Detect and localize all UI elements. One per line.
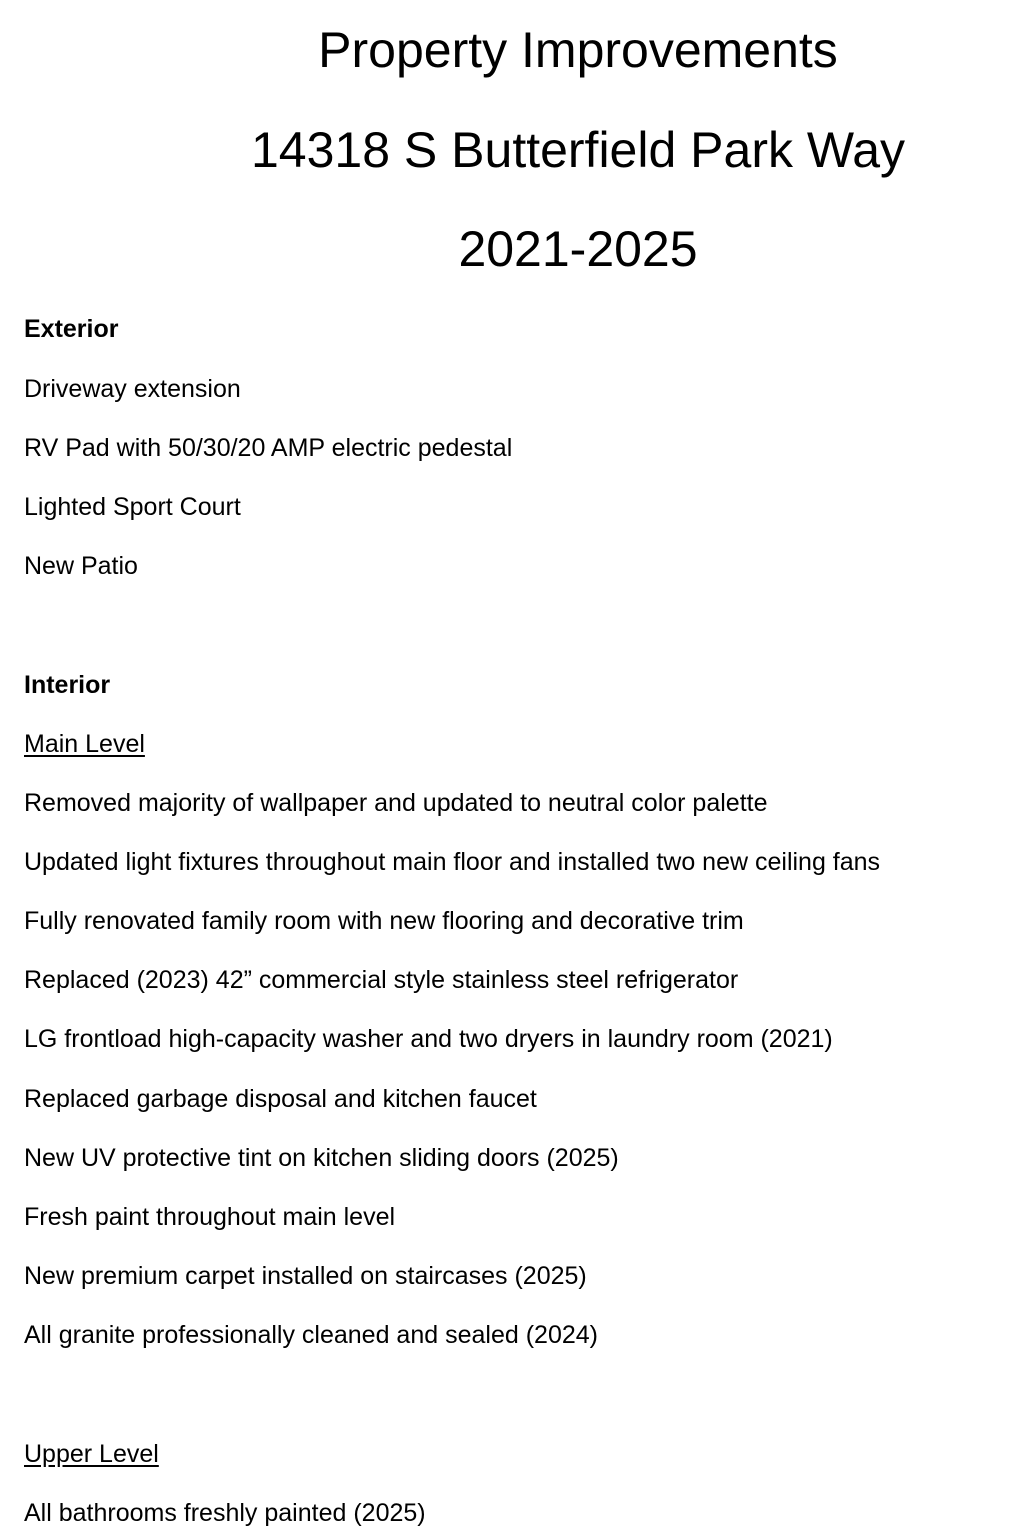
main-level-item: New UV protective tint on kitchen sliding doors (2025) xyxy=(24,1144,619,1172)
interior-heading: Interior xyxy=(24,671,111,699)
main-level-item: All granite professionally cleaned and sealed (2024) xyxy=(24,1321,598,1349)
exterior-item: Driveway extension xyxy=(24,375,241,403)
main-level-item: New premium carpet installed on staircases (2025) xyxy=(24,1262,587,1290)
exterior-item: New Patio xyxy=(24,552,138,580)
main-level-item: Fully renovated family room with new flooring and decorative trim xyxy=(24,907,744,935)
main-level-item: Replaced (2023) 42” commercial style stainless steel refrigerator xyxy=(24,966,739,994)
property-address: 14318 S Butterfield Park Way xyxy=(250,122,906,178)
exterior-heading: Exterior xyxy=(24,315,119,343)
date-range: 2021-2025 xyxy=(458,221,698,277)
main-level-item: LG frontload high-capacity washer and two dryers in laundry room (2021) xyxy=(24,1025,833,1053)
exterior-item: Lighted Sport Court xyxy=(24,493,241,521)
main-level-heading: Main Level xyxy=(24,730,145,758)
main-level-item: Updated light fixtures throughout main floor and installed two new ceiling fans xyxy=(24,848,881,876)
document-title: Property Improvements xyxy=(318,22,838,78)
main-level-item: Removed majority of wallpaper and updated to neutral color palette xyxy=(24,789,768,817)
upper-level-heading: Upper Level xyxy=(24,1440,159,1468)
exterior-item: RV Pad with 50/30/20 AMP electric pedestal xyxy=(24,434,513,462)
main-level-item: Fresh paint throughout main level xyxy=(24,1203,396,1231)
main-level-item: Replaced garbage disposal and kitchen faucet xyxy=(24,1085,537,1113)
upper-level-item: All bathrooms freshly painted (2025) xyxy=(24,1499,426,1527)
